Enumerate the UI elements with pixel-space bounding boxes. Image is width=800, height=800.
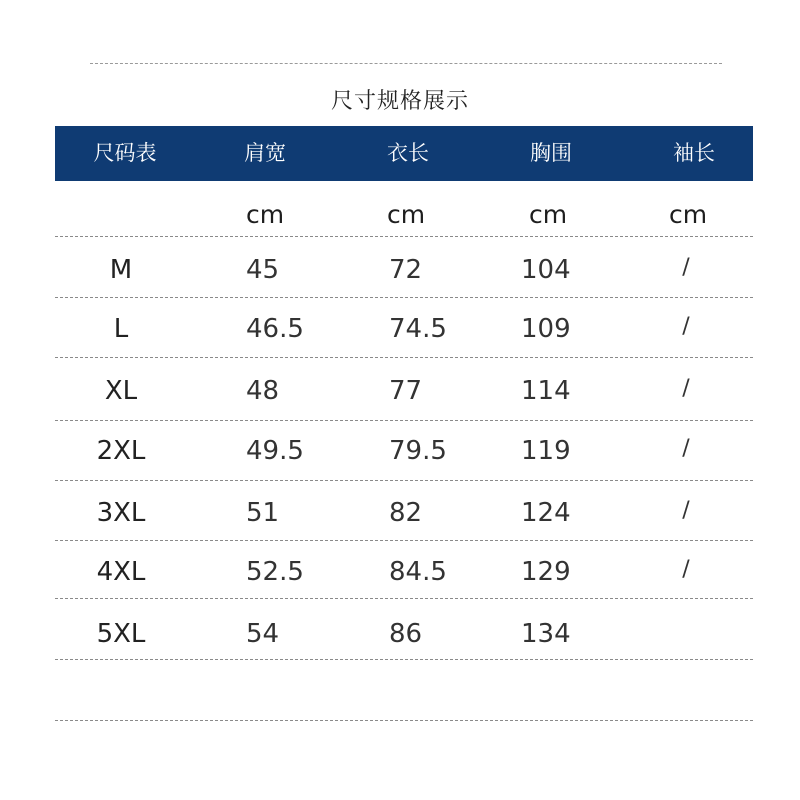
- shoulder-value: 46.5: [246, 314, 304, 344]
- bottom-divider: [55, 720, 753, 721]
- sleeve-value: /: [682, 376, 690, 401]
- size-label: L: [113, 314, 129, 344]
- unit-shoulder: cm: [245, 200, 285, 229]
- header-sleeve: 袖长: [673, 141, 715, 165]
- length-value: 74.5: [389, 314, 447, 344]
- header-length: 衣长: [387, 141, 429, 165]
- length-value: 77: [389, 376, 423, 406]
- sleeve-value: /: [682, 255, 690, 280]
- shoulder-value: 52.5: [246, 557, 304, 587]
- row-divider: [55, 540, 753, 541]
- row-divider: [55, 598, 753, 599]
- chest-value: 114: [521, 376, 571, 406]
- size-label: 2XL: [96, 436, 146, 466]
- unit-sleeve: cm: [668, 200, 708, 229]
- chest-value: 119: [521, 436, 571, 466]
- sleeve-value: /: [682, 557, 690, 582]
- row-divider: [55, 480, 753, 481]
- page-title: 尺寸规格展示: [330, 89, 469, 114]
- chest-value: 109: [521, 314, 571, 344]
- header-chest: 胸围: [530, 141, 572, 165]
- row-divider: [55, 357, 753, 358]
- sleeve-value: /: [682, 314, 690, 339]
- chest-value: 124: [521, 498, 571, 528]
- size-label: XL: [104, 376, 138, 406]
- length-value: 79.5: [389, 436, 447, 466]
- top-divider: [90, 63, 722, 64]
- row-divider: [55, 297, 753, 298]
- header-size: 尺码表: [93, 141, 157, 165]
- row-divider: [55, 236, 753, 237]
- chest-value: 104: [521, 255, 571, 285]
- shoulder-value: 45: [246, 255, 280, 285]
- length-value: 86: [389, 619, 423, 649]
- sleeve-value: /: [682, 498, 690, 523]
- header-shoulder: 肩宽: [244, 141, 286, 165]
- length-value: 84.5: [389, 557, 447, 587]
- length-value: 82: [389, 498, 423, 528]
- row-divider: [55, 420, 753, 421]
- shoulder-value: 48: [246, 376, 280, 406]
- unit-chest: cm: [528, 200, 568, 229]
- shoulder-value: 51: [246, 498, 280, 528]
- length-value: 72: [389, 255, 423, 285]
- row-divider: [55, 659, 753, 660]
- shoulder-value: 49.5: [246, 436, 304, 466]
- sleeve-value: /: [682, 436, 690, 461]
- unit-length: cm: [386, 200, 426, 229]
- size-label: 3XL: [96, 498, 146, 528]
- size-label: 5XL: [96, 619, 146, 649]
- size-label: 4XL: [96, 557, 146, 587]
- chest-value: 129: [521, 557, 571, 587]
- chest-value: 134: [521, 619, 571, 649]
- size-label: M: [109, 255, 133, 285]
- table-header: [55, 126, 753, 181]
- shoulder-value: 54: [246, 619, 280, 649]
